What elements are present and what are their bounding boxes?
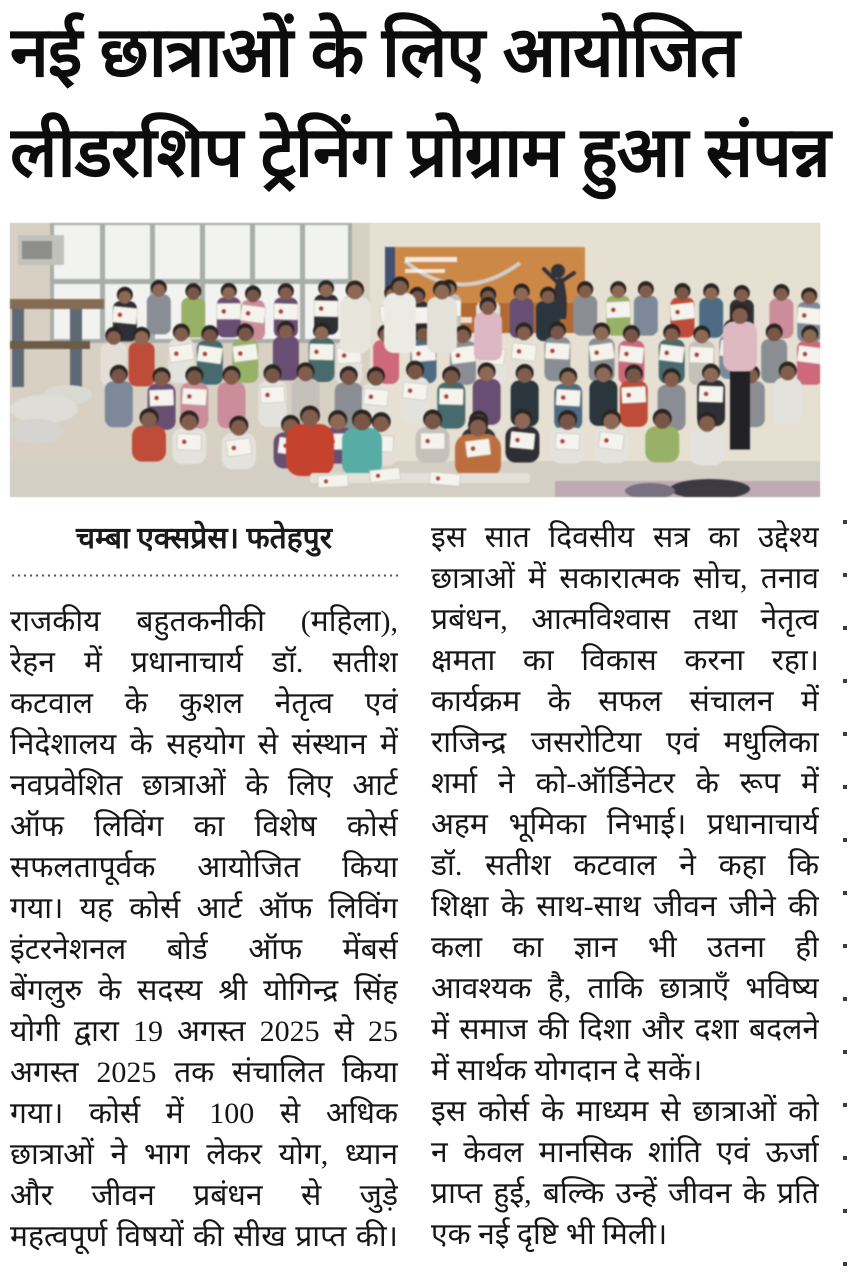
text-line: में सार्थक योगदान दे सकें। [431, 1054, 703, 1087]
column-right-paragraphs [431, 517, 819, 1255]
column-left-paragraphs [10, 601, 398, 1257]
text-line: क्षमता का विकास करना रहा। [431, 644, 819, 677]
article-body [10, 512, 820, 1257]
text-line: छात्राओं में सकारात्मक सोच, तनाव [431, 562, 819, 595]
text-line: डॉ. सतीश कटवाल ने कहा कि [431, 849, 819, 882]
column-separator-dotted [843, 520, 847, 1280]
photo-illustration [10, 223, 820, 497]
text-line: अहम भूमिका निभाई। प्रधानाचार्य [431, 808, 819, 841]
headline-line-1: नई छात्राओं के लिए आयोजित [10, 13, 739, 91]
text-line: शर्मा ने को-ऑर्डिनेटर के रूप में [431, 767, 819, 800]
headline-line-2: लीडरशिप ट्रेनिंग प्रोग्राम हुआ संपन्न [10, 113, 830, 191]
paragraph [431, 1091, 819, 1255]
column-left [10, 512, 398, 1257]
text-line: एक नई दृष्टि भी मिली। [431, 1218, 668, 1251]
text-line: अगस्त 2025 तक संचालित किया [10, 1056, 398, 1089]
text-line: इंटरनेशनल बोर्ड ऑफ मेंबर्स [10, 933, 398, 966]
text-line: इस कोर्स के माध्यम से छात्राओं को [431, 1095, 819, 1128]
paragraph [10, 601, 398, 1257]
column-right [431, 512, 819, 1257]
text-line: प्राप्त हुई, बल्कि उन्हें जीवन के प्रति [431, 1177, 819, 1210]
text-line: गया। यह कोर्स आर्ट ऑफ लिविंग [10, 892, 398, 925]
byline-rule [10, 574, 398, 577]
headline [10, 2, 842, 202]
text-line: में समाज की दिशा और दशा बदलने [431, 1013, 819, 1046]
paragraph [431, 517, 819, 1091]
text-line: ऑफ लिविंग का विशेष कोर्स [10, 810, 398, 843]
text-line: सफलतापूर्वक आयोजित किया [10, 851, 398, 884]
text-line: प्रबंधन, आत्मविश्वास तथा नेतृत्व [431, 603, 819, 636]
text-line: योगी द्वारा 19 अगस्त 2025 से 25 [10, 1015, 398, 1048]
text-line: कार्यक्रम के सफल संचालन में [431, 685, 819, 718]
text-line: न केवल मानसिक शांति एवं ऊर्जा [431, 1136, 819, 1169]
text-line: राजिन्द्र जसरोटिया एवं मधुलिका [431, 726, 819, 759]
text-line: बेंगलुरु के सदस्य श्री योगिन्द्र सिंह [10, 974, 398, 1007]
text-line: राजकीय बहुतकनीकी (महिला), [10, 605, 398, 638]
text-line: नवप्रवेशित छात्राओं के लिए आर्ट [10, 769, 398, 802]
text-line: कटवाल के कुशल नेतृत्व एवं [10, 687, 398, 720]
text-line: गया। कोर्स में 100 से अधिक [10, 1097, 398, 1130]
text-line: शिक्षा के साथ-साथ जीवन जीने की [431, 890, 819, 923]
text-line: रेहन में प्रधानाचार्य डॉ. सतीश [10, 646, 398, 679]
text-line: आवश्यक है, ताकि छात्राएँ भविष्य [431, 972, 819, 1005]
text-line: महत्वपूर्ण विषयों की सीख प्राप्त की। [10, 1220, 398, 1253]
text-line: कला का ज्ञान भी उतना ही [431, 931, 819, 964]
text-line: निदेशालय के सहयोग से संस्थान में [10, 728, 398, 761]
text-line: छात्राओं ने भाग लेकर योग, ध्यान [10, 1138, 398, 1171]
article-photo [10, 223, 820, 497]
text-line: इस सात दिवसीय सत्र का उद्देश्य [431, 521, 819, 554]
text-line: और जीवन प्रबंधन से जुड़े [10, 1179, 398, 1212]
byline: चम्बा एक्सप्रेस। फतेहपुर [76, 522, 332, 555]
